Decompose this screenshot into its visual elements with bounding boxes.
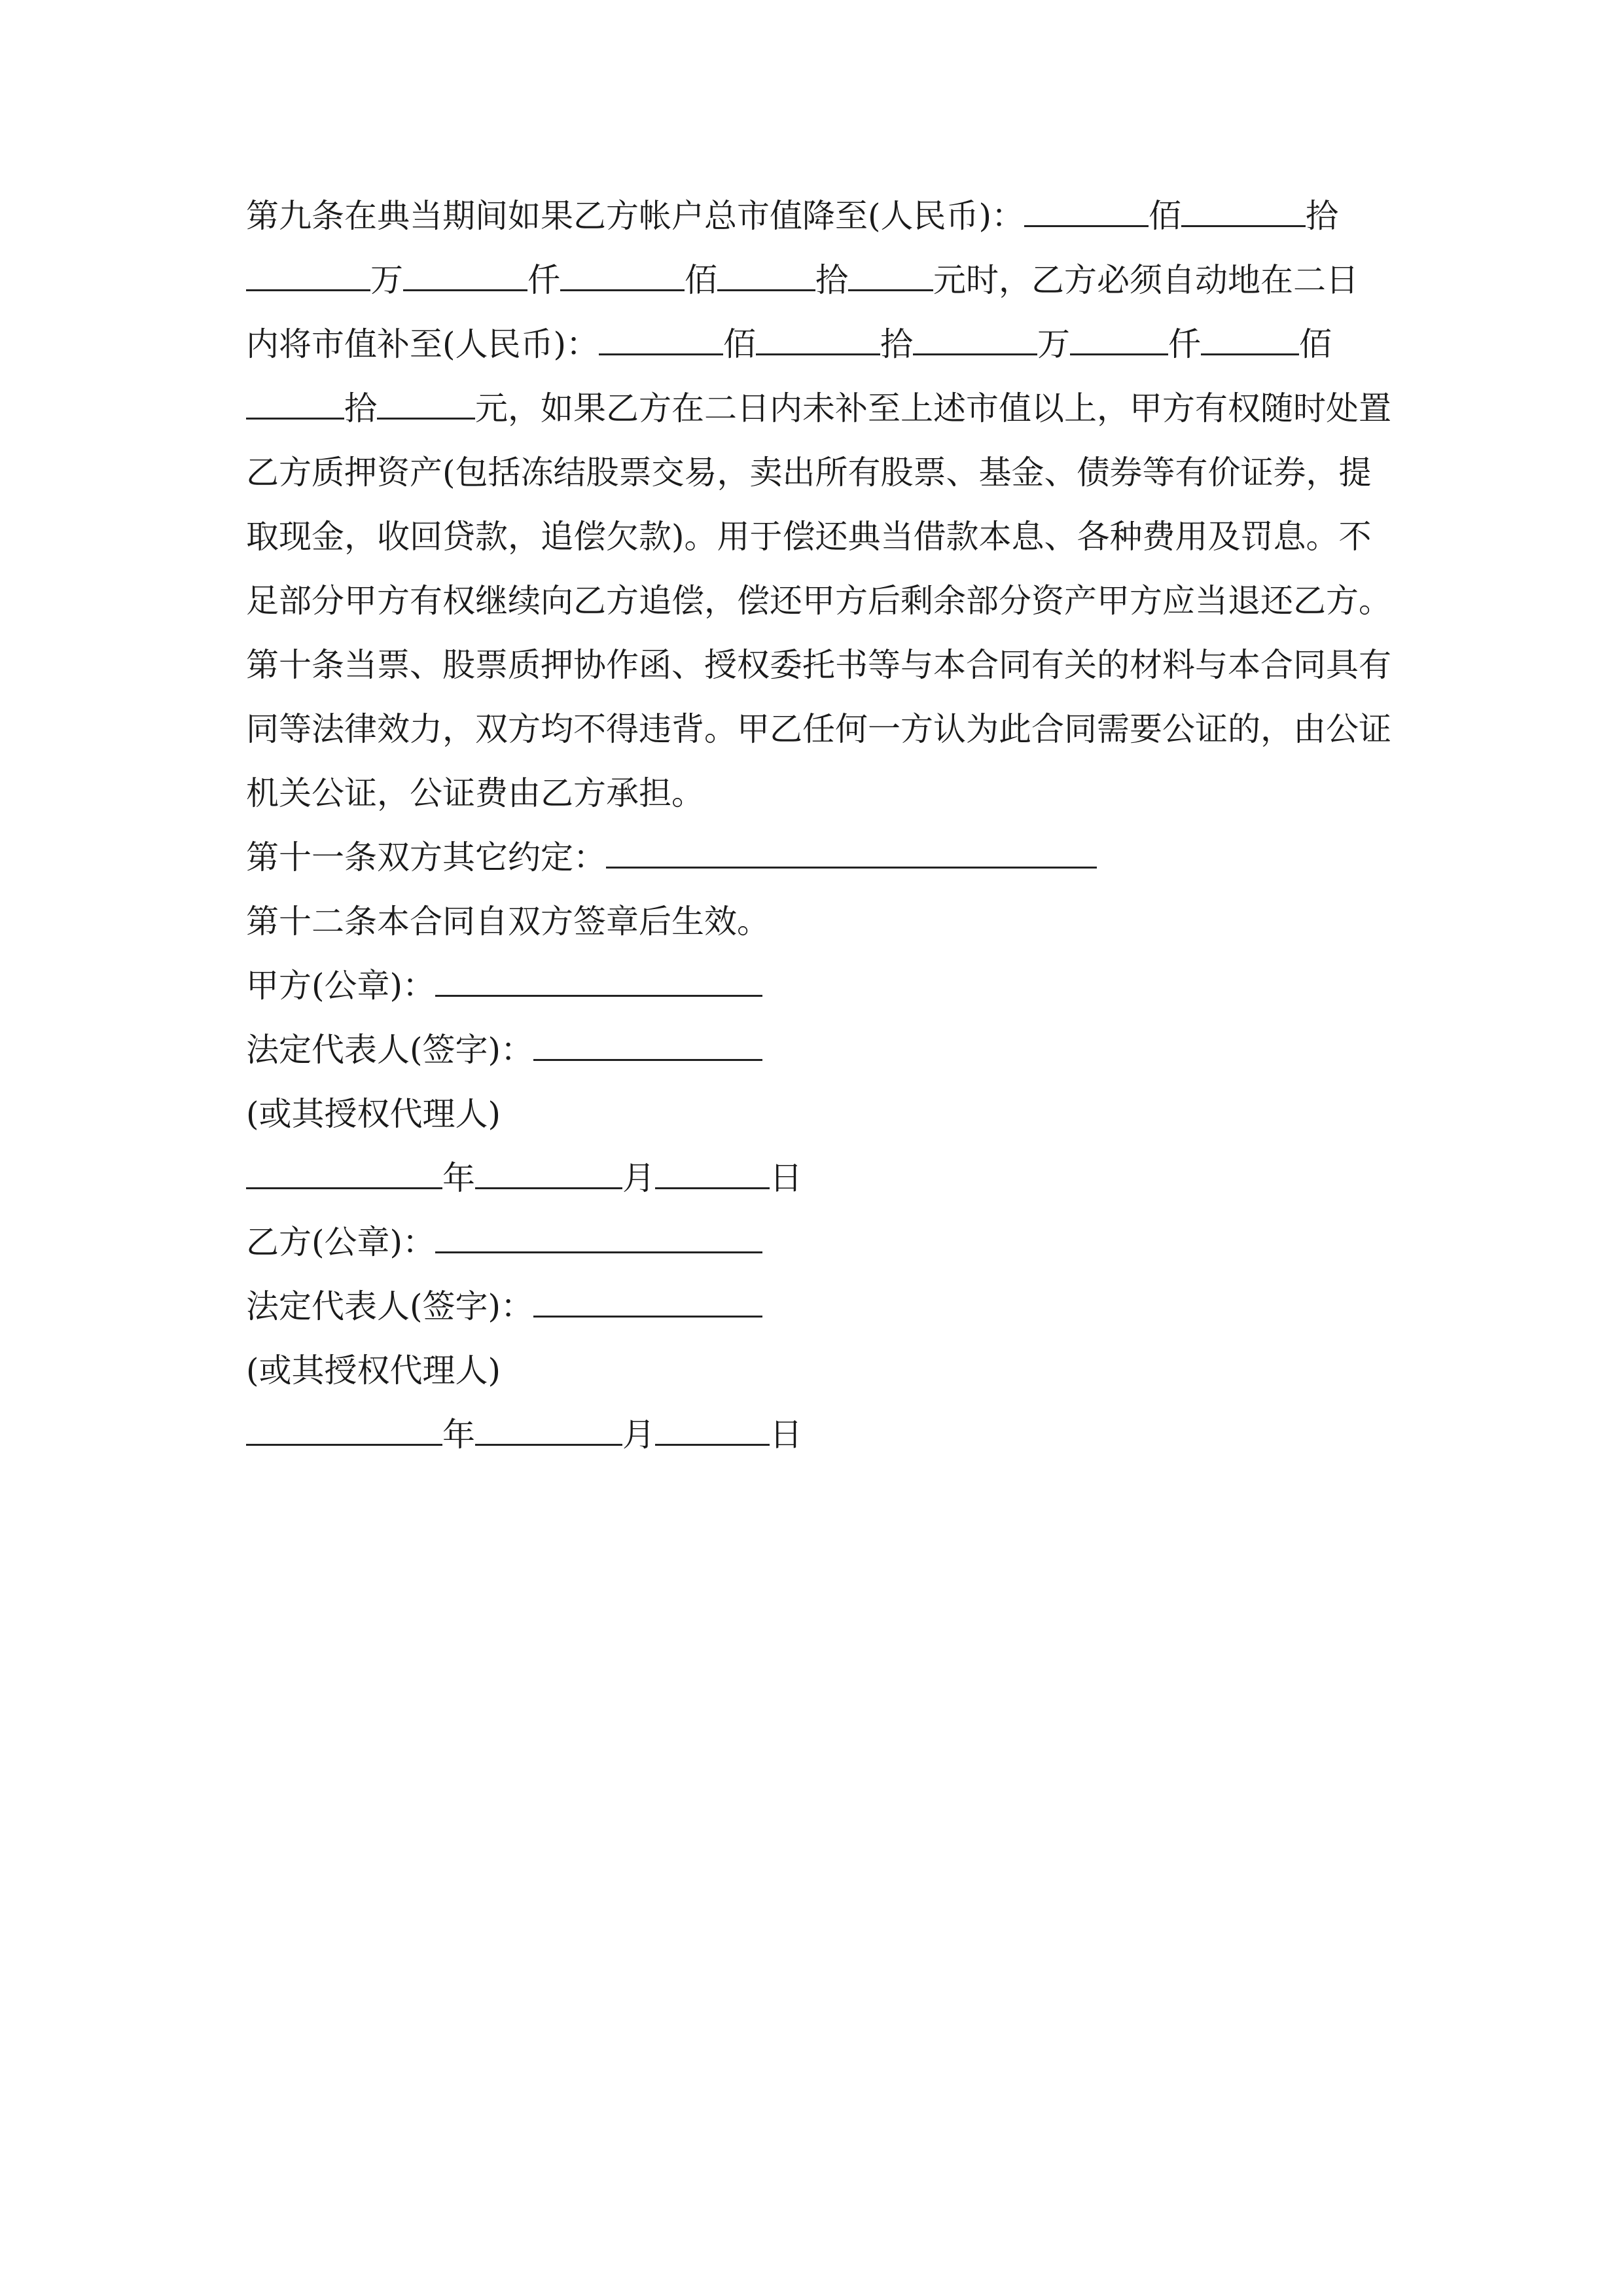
amount-blank[interactable] — [1181, 196, 1306, 227]
unit-label: 拾 — [815, 261, 848, 299]
clause9-line-7 — [246, 581, 1391, 620]
clause12-text: 第十二条本合同自双方签章后生效。 — [246, 903, 770, 941]
unit-label: 万 — [1037, 325, 1071, 363]
amount-blank[interactable] — [1024, 196, 1149, 227]
party-b-seal-blank[interactable] — [435, 1223, 762, 1253]
party-b-rep-line — [246, 1287, 762, 1326]
clause10-line-2 — [246, 709, 1391, 749]
amount-blank[interactable] — [848, 260, 933, 291]
clause9-text: 第九条在典当期间如果乙方帐户总市值降至(人民币)： — [246, 197, 1025, 235]
unit-label: 仟 — [527, 261, 560, 299]
year-blank[interactable] — [246, 1415, 442, 1446]
clause9-line-1 — [246, 196, 1338, 236]
party-b-date-line — [246, 1415, 802, 1454]
unit-label: 佰 — [1299, 325, 1332, 363]
party-a-agent-line — [246, 1094, 501, 1134]
party-a-seal-blank[interactable] — [435, 966, 762, 997]
day-blank[interactable] — [655, 1158, 770, 1189]
party-a-seal-label: 甲方(公章)： — [246, 967, 436, 1005]
party-a-rep-label: 法定代表人(签字)： — [246, 1031, 534, 1069]
clause10-text: 机关公证，公证费由乙方承担。 — [246, 774, 704, 812]
party-b-signature-blank[interactable] — [533, 1287, 762, 1318]
amount-blank[interactable] — [246, 260, 370, 291]
clause9-line-5 — [246, 453, 1372, 492]
year-label: 年 — [442, 1159, 475, 1197]
clause10-text: 第十条当票、股票质押协作函、授权委托书等与本合同有关的材料与本合同具有 — [246, 646, 1391, 684]
year-label: 年 — [442, 1416, 475, 1454]
unit-label: 仟 — [1168, 325, 1202, 363]
unit-label: 佰 — [723, 325, 757, 363]
month-label: 月 — [622, 1416, 655, 1454]
day-label: 日 — [770, 1159, 802, 1197]
clause9-text: 乙方质押资产(包括冻结股票交易，卖出所有股票、基金、债券等有价证券，提 — [246, 454, 1372, 492]
amount-blank[interactable] — [717, 260, 815, 291]
other-agreement-blank[interactable] — [606, 838, 1097, 869]
month-label: 月 — [622, 1159, 655, 1197]
clause9-text: 足部分甲方有权继续向乙方追偿，偿还甲方后剩余部分资产甲方应当退还乙方。 — [246, 582, 1391, 620]
clause11-line — [246, 838, 1097, 877]
clause9-text: 取现金，收回贷款，追偿欠款)。用于偿还典当借款本息、各种费用及罚息。不 — [246, 518, 1372, 556]
unit-label: 拾 — [880, 325, 914, 363]
party-b-seal-label: 乙方(公章)： — [246, 1223, 436, 1261]
amount-blank[interactable] — [1070, 325, 1168, 355]
clause9-text: 元时，乙方必须自动地在二日 — [933, 261, 1359, 299]
party-a-seal-line — [246, 966, 762, 1005]
unit-label: 拾 — [344, 389, 377, 427]
unit-label: 拾 — [1306, 197, 1339, 235]
clause9-line-3 — [246, 325, 1332, 364]
clause9-line-6 — [246, 517, 1372, 556]
clause9-line-2 — [246, 260, 1359, 300]
party-b-seal-line — [246, 1223, 762, 1262]
amount-blank[interactable] — [246, 389, 344, 420]
month-blank[interactable] — [475, 1415, 622, 1446]
clause9-line-4 — [246, 389, 1391, 428]
clause10-line-1 — [246, 645, 1391, 685]
day-blank[interactable] — [655, 1415, 770, 1446]
amount-blank[interactable] — [403, 260, 527, 291]
amount-blank[interactable] — [756, 325, 880, 355]
amount-blank[interactable] — [913, 325, 1037, 355]
amount-blank[interactable] — [377, 389, 475, 420]
clause9-text: 元，如果乙方在二日内未补至上述市值以上，甲方有权随时处置 — [475, 389, 1391, 427]
amount-blank[interactable] — [1201, 325, 1299, 355]
party-b-agent-line — [246, 1351, 501, 1390]
amount-blank[interactable] — [560, 260, 685, 291]
clause9-text: 内将市值补至(人民币)： — [246, 325, 599, 363]
unit-label: 万 — [370, 261, 403, 299]
clause11-text: 第十一条双方其它约定： — [246, 838, 606, 876]
party-a-rep-line — [246, 1030, 762, 1069]
clause10-text: 同等法律效力，双方均不得违背。甲乙任何一方认为此合同需要公证的，由公证 — [246, 710, 1391, 748]
clause10-line-3 — [246, 774, 704, 813]
amount-blank[interactable] — [599, 325, 723, 355]
party-a-date-line — [246, 1158, 802, 1198]
clause12-line — [246, 902, 770, 941]
party-b-rep-label: 法定代表人(签字)： — [246, 1287, 534, 1325]
party-b-agent-label: (或其授权代理人) — [246, 1352, 501, 1390]
year-blank[interactable] — [246, 1158, 442, 1189]
unit-label: 佰 — [685, 261, 717, 299]
party-a-agent-label: (或其授权代理人) — [246, 1095, 501, 1133]
unit-label: 佰 — [1149, 197, 1182, 235]
party-a-signature-blank[interactable] — [533, 1030, 762, 1061]
month-blank[interactable] — [475, 1158, 622, 1189]
day-label: 日 — [770, 1416, 802, 1454]
